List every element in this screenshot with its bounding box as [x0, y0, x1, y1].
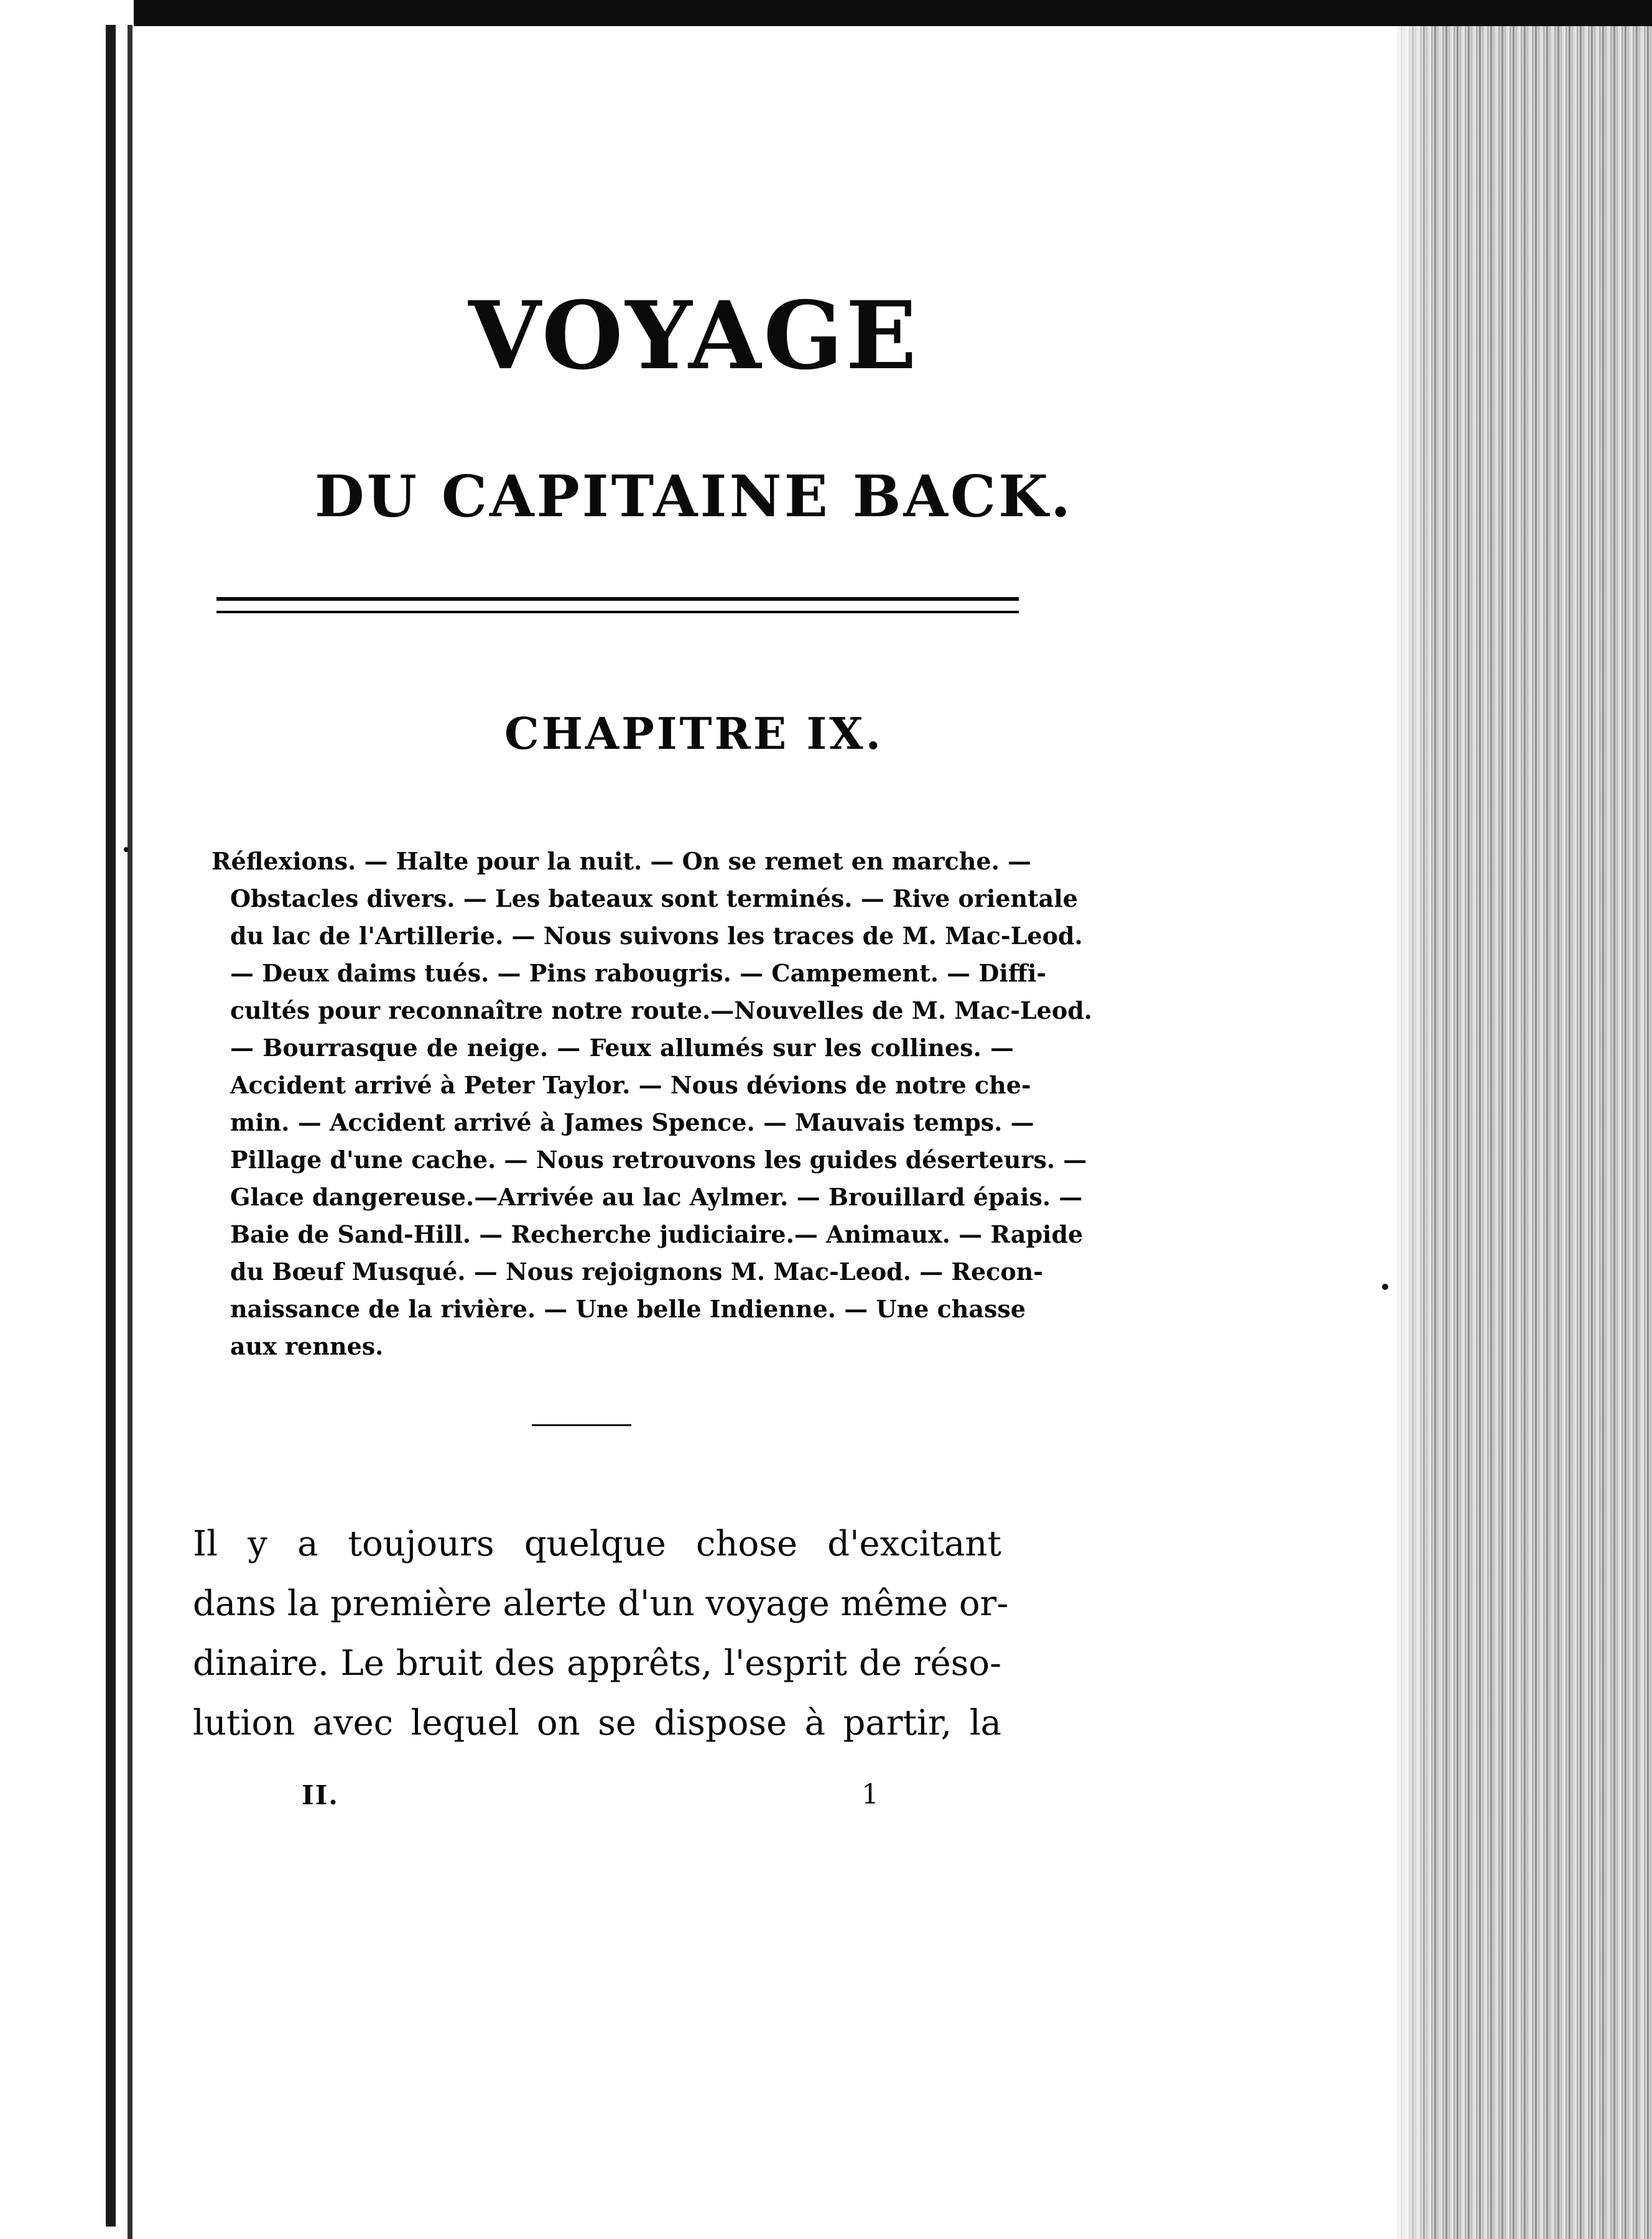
title-rule-thin	[216, 611, 1019, 613]
summary-line: cultés pour reconnaître notre route.—Nouvelles de M. Mac-Leod.	[230, 996, 1092, 1024]
body-line: lution avec lequel on se dispose à partir, la	[193, 1703, 1001, 1743]
summary-line: Pillage d'une cache. — Nous retrouvons les guides déserteurs. —	[230, 1146, 1087, 1174]
book-title: VOYAGE	[468, 281, 919, 391]
book-subtitle: DU CAPITAINE BACK.	[314, 463, 1074, 530]
summary-line: Glace dangereuse.—Arrivée au lac Aylmer. — Brouillard épais. —	[230, 1183, 1083, 1211]
scan-top-border	[0, 0, 1652, 26]
body-text	[193, 1514, 1009, 1753]
summary-line: min. — Accident arrivé à James Spence. — Mauvais temps. —	[230, 1108, 1034, 1136]
summary-line: — Bourrasque de neige. — Feux allumés sur les collines. —	[230, 1034, 1014, 1062]
summary-line: naissance de la rivière. — Une belle Indienne. — Une chasse	[230, 1295, 1026, 1323]
body-line: dinaire. Le bruit des apprêts, l'esprit de réso-	[193, 1643, 1001, 1684]
binding-gutter-edge	[128, 25, 132, 2239]
body-line: Il y a toujours quelque chose d'excitant	[193, 1524, 1001, 1564]
ink-speck	[124, 847, 129, 852]
summary-line: du Bœuf Musqué. — Nous rejoignons M. Mac-Leod. — Recon-	[230, 1258, 1044, 1286]
summary-line: du lac de l'Artillerie. — Nous suivons les traces de M. Mac-Leod.	[230, 922, 1083, 950]
page-block-edges	[1395, 26, 1652, 2239]
summary-separator-rule	[532, 1424, 631, 1426]
summary-line: Accident arrivé à Peter Taylor. — Nous dévions de notre che-	[230, 1071, 1031, 1099]
binding-gutter-shadow	[106, 25, 116, 2227]
summary-line: Réflexions. — Halte pour la nuit. — On se remet en marche. —	[211, 847, 1032, 875]
summary-line: Baie de Sand-Hill. — Recherche judiciaire.— Animaux. — Rapide	[230, 1220, 1084, 1248]
page-edge-shadow	[1395, 26, 1432, 2239]
title-rule-thick	[216, 597, 1019, 601]
body-line: dans la première alerte d'un voyage même or-	[193, 1583, 1009, 1624]
chapter-heading: CHAPITRE IX.	[504, 708, 883, 759]
chapter-summary	[211, 843, 1092, 1365]
ink-speck	[1382, 1284, 1388, 1290]
summary-line: — Deux daims tués. — Pins rabougris. — Campement. — Diffi-	[230, 959, 1047, 987]
page-number: 1	[861, 1779, 879, 1810]
summary-line: Obstacles divers. — Les bateaux sont terminés. — Rive orientale	[230, 884, 1078, 912]
summary-line: aux rennes.	[230, 1332, 384, 1360]
signature-mark: II.	[302, 1780, 339, 1810]
